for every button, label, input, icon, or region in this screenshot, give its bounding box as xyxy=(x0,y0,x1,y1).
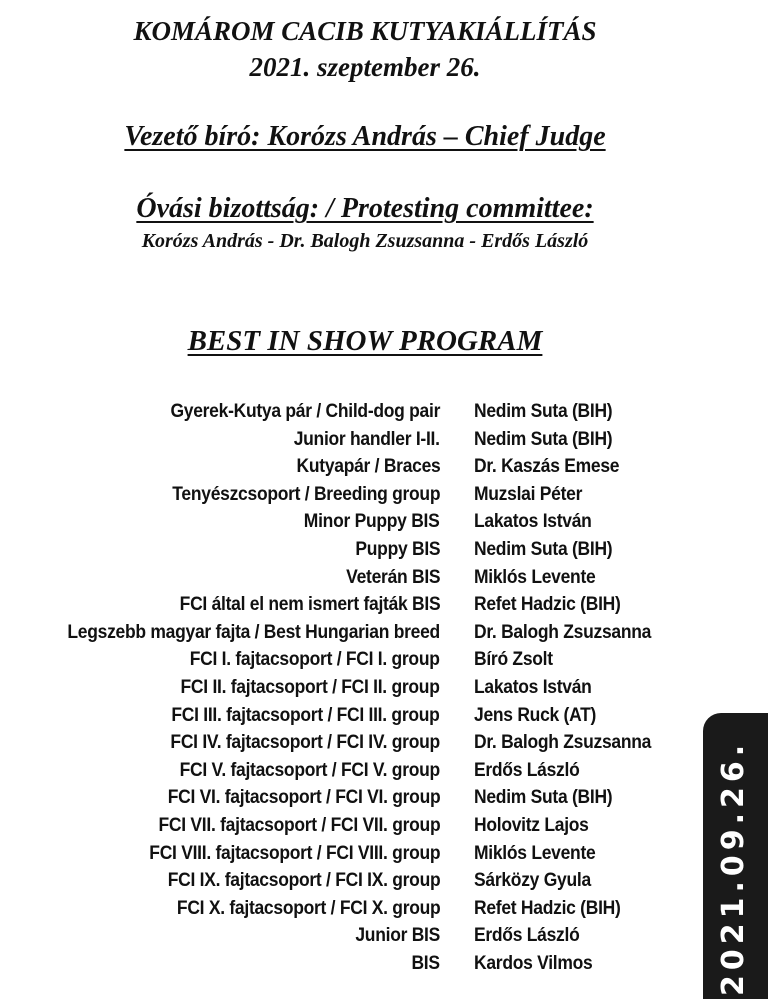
program-judge: Refet Hadzic (BIH) xyxy=(474,897,621,919)
program-category: Legszebb magyar fajta / Best Hungarian breed xyxy=(67,621,440,643)
chief-judge-line: Vezető bíró: Korózs András – Chief Judge xyxy=(124,121,606,152)
program-judge: Dr. Kaszás Emese xyxy=(474,456,620,478)
program-judge: Dr. Balogh Zsuzsanna xyxy=(474,732,652,754)
program-judge: Erdős László xyxy=(474,925,580,947)
program-judge: Kardos Vilmos xyxy=(474,952,593,974)
program-row xyxy=(0,646,700,674)
program-category: FCI III. fajtacsoport / FCI III. group xyxy=(171,704,440,726)
program-row xyxy=(0,564,700,592)
program-category: FCI IX. fajtacsoport / FCI IX. group xyxy=(167,870,440,892)
program-judge: Muzslai Péter xyxy=(474,483,583,505)
committee-members: Korózs András - Dr. Balogh Zsuzsanna - Erdős László xyxy=(141,230,589,252)
program-judge: Jens Ruck (AT) xyxy=(474,704,597,726)
program-category: Puppy BIS xyxy=(355,538,440,560)
program-category: FCI V. fajtacsoport / FCI V. group xyxy=(179,759,440,781)
program-category: Minor Puppy BIS xyxy=(304,511,440,533)
program-judge: Dr. Balogh Zsuzsanna xyxy=(474,621,652,643)
program-judge: Holovitz Lajos xyxy=(474,814,589,836)
program-row xyxy=(0,536,700,564)
program-row xyxy=(0,398,700,426)
program-row xyxy=(0,453,700,481)
program-category: Kutyapár / Braces xyxy=(296,456,440,478)
side-date-label: 2021.09.26. xyxy=(716,739,751,996)
program-category: FCI VII. fajtacsoport / FCI VII. group xyxy=(158,814,440,836)
program-judge: Sárközy Gyula xyxy=(474,870,591,892)
program-row xyxy=(0,867,700,895)
program-judge: Nedim Suta (BIH) xyxy=(474,538,613,560)
program-judge: Bíró Zsolt xyxy=(474,649,553,671)
page-title: KOMÁROM CACIB KUTYAKIÁLLÍTÁS xyxy=(133,16,597,46)
program-row xyxy=(0,426,700,454)
program-heading: BEST IN SHOW PROGRAM xyxy=(187,325,543,357)
program-judge: Nedim Suta (BIH) xyxy=(474,428,613,450)
program-row xyxy=(0,922,700,950)
committee-heading: Óvási bizottság: / Protesting committee: xyxy=(136,193,594,224)
program-judge: Lakatos István xyxy=(474,511,592,533)
program-row xyxy=(0,950,700,978)
program-category: Veterán BIS xyxy=(345,566,440,588)
program-row xyxy=(0,812,700,840)
program-category: FCI II. fajtacsoport / FCI II. group xyxy=(180,676,440,698)
program-category: Junior handler I-II. xyxy=(294,428,440,450)
program-row xyxy=(0,840,700,868)
program-judge: Erdős László xyxy=(474,759,580,781)
program-category: FCI VIII. fajtacsoport / FCI VIII. group xyxy=(148,842,440,864)
program-category: FCI IV. fajtacsoport / FCI IV. group xyxy=(170,732,440,754)
program-category: Gyerek-Kutya pár / Child-dog pair xyxy=(170,401,440,422)
program-judge: Refet Hadzic (BIH) xyxy=(474,594,621,616)
program-list xyxy=(0,398,700,977)
program-category: FCI által el nem ismert fajták BIS xyxy=(179,594,440,616)
program-row xyxy=(0,895,700,923)
program-row xyxy=(0,508,700,536)
event-date: 2021. szeptember 26. xyxy=(249,52,481,82)
program-judge: Nedim Suta (BIH) xyxy=(474,787,613,809)
program-row xyxy=(0,784,700,812)
program-row xyxy=(0,729,700,757)
program-judge: Lakatos István xyxy=(474,676,592,698)
program-category: FCI I. fajtacsoport / FCI I. group xyxy=(190,649,440,671)
program-category: Tenyészcsoport / Breeding group xyxy=(172,483,440,505)
program-row xyxy=(0,757,700,785)
program-judge: Miklós Levente xyxy=(474,842,596,864)
program-category: FCI X. fajtacsoport / FCI X. group xyxy=(176,897,440,919)
program-category: Junior BIS xyxy=(355,925,440,947)
program-judge: Nedim Suta (BIH) xyxy=(474,401,613,422)
program-category: FCI VI. fajtacsoport / FCI VI. group xyxy=(167,787,440,809)
program-row xyxy=(0,591,700,619)
program-judge: Miklós Levente xyxy=(474,566,596,588)
program-row xyxy=(0,702,700,730)
program-row xyxy=(0,674,700,702)
program-row xyxy=(0,481,700,509)
program-row xyxy=(0,619,700,647)
program-category: BIS xyxy=(411,952,440,974)
